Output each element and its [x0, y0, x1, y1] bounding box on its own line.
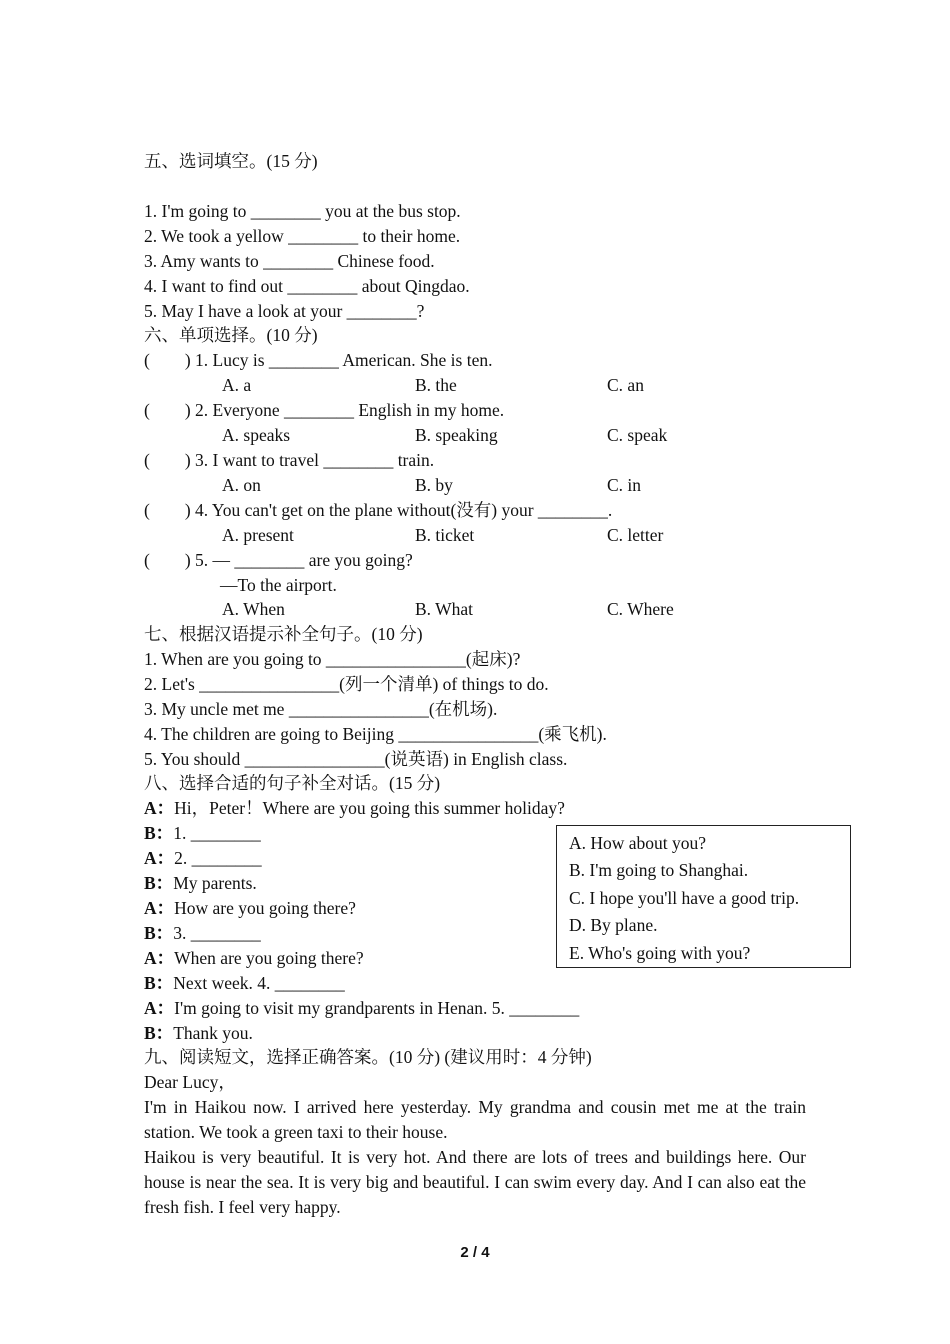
- option-c: C. I hope you'll have a good trip.: [569, 887, 800, 908]
- dialogue-text: My parents.: [173, 873, 257, 893]
- sec6-q5-stem: ( ) 5. — ________ are you going?: [144, 550, 413, 570]
- sec6-q4-option-a: A. present: [222, 525, 294, 545]
- sec5-item-1: 1. I'm going to ________ you at the bus stop.: [144, 201, 461, 221]
- speaker-label: B：: [144, 923, 174, 943]
- sec7-item-2: 2. Let's ________________(列一个清单) of things to do.: [144, 674, 549, 694]
- option-e: E. Who's going with you?: [569, 942, 751, 963]
- dialogue-text: How are you going there?: [174, 898, 356, 918]
- sec6-q1-option-c: C. an: [607, 375, 644, 395]
- sec6-q5-option-c: C. Where: [607, 599, 674, 619]
- section-9-title: 九、阅读短文，选择正确答案。(10 分) (建议用时：4 分钟): [144, 1047, 592, 1067]
- sec5-item-2: 2. We took a yellow ________ to their home.: [144, 226, 461, 246]
- dialogue-line: [144, 971, 345, 995]
- sec5-item-3: 3. Amy wants to ________ Chinese food.: [144, 251, 435, 271]
- sec6-q3-option-c: C. in: [607, 475, 642, 495]
- dialogue-text: Next week. 4. ________: [173, 973, 345, 993]
- sec6-q1-option-b: B. the: [415, 375, 457, 395]
- reading-paragraph-1: I'm in Haikou now. I arrived here yesterday. My grandma and cousin met me at the train station. We took a green taxi to their house.: [144, 1097, 806, 1142]
- sec6-q2-option-a: A. speaks: [222, 425, 291, 445]
- dialogue-text: Thank you.: [173, 1023, 253, 1043]
- option-d: D. By plane.: [569, 915, 658, 936]
- dialogue-text: I'm going to visit my grandparents in Henan. 5. ________: [174, 998, 580, 1018]
- sec7-item-4: 4. The children are going to Beijing ________________(乘飞机).: [144, 724, 607, 744]
- dialogue-text: When are you going there?: [174, 948, 364, 968]
- speaker-label: B：: [144, 1023, 174, 1043]
- dialogue-text: Hi，Peter！Where are you going this summer holiday?: [174, 798, 565, 818]
- speaker-label: A：: [144, 798, 175, 818]
- option-b: B. I'm going to Shanghai.: [569, 860, 749, 881]
- sec6-q2-option-b: B. speaking: [415, 425, 498, 445]
- section-7-title: 七、根据汉语提示补全句子。(10 分): [144, 624, 423, 644]
- sec6-q3-stem: ( ) 3. I want to travel ________ train.: [144, 450, 435, 470]
- reading-paragraph-2: Haikou is very beautiful. It is very hot. And there are lots of trees and buildings here. Our house is near the sea. It is very big and beautiful. I can swim every day. And I can also eat the fresh fish. I feel very happy.: [144, 1147, 806, 1217]
- sec6-q4-stem: ( ) 4. You can't get on the plane without(没有) your ________.: [144, 500, 613, 520]
- dialogue-line: [144, 871, 257, 895]
- sec6-q1-option-a: A. a: [222, 375, 252, 395]
- option-a: A. How about you?: [569, 833, 707, 853]
- speaker-label: A：: [144, 898, 175, 918]
- sec6-q1-stem: ( ) 1. Lucy is ________ American. She is ten.: [144, 350, 493, 370]
- dialogue-text: 2. ________: [174, 848, 262, 868]
- section-8-title: 八、选择合适的句子补全对话。(15 分): [144, 773, 441, 793]
- dialogue-line: [144, 796, 565, 820]
- sec6-q4-option-b: B. ticket: [415, 525, 475, 545]
- sec6-q5-option-b: B. What: [415, 599, 474, 619]
- sec6-q2-option-c: C. speak: [607, 425, 668, 445]
- section-5-title: 五、选词填空。(15 分): [144, 151, 318, 171]
- sec7-item-3: 3. My uncle met me ________________(在机场).: [144, 699, 498, 719]
- options-box: [556, 825, 851, 968]
- letter-greeting: Dear Lucy，: [144, 1072, 236, 1092]
- dialogue-line: [144, 921, 261, 945]
- sec6-q4-option-c: C. letter: [607, 525, 664, 545]
- dialogue-line: [144, 996, 579, 1020]
- speaker-label: A：: [144, 848, 175, 868]
- sec6-q5-option-a: A. When: [222, 599, 285, 619]
- section-6-title: 六、单项选择。(10 分): [144, 325, 318, 345]
- speaker-label: B：: [144, 973, 174, 993]
- speaker-label: B：: [144, 823, 174, 843]
- dialogue-text: 3. ________: [173, 923, 261, 943]
- dialogue-line: [144, 821, 261, 845]
- sec6-q3-option-b: B. by: [415, 475, 453, 495]
- speaker-label: A：: [144, 948, 175, 968]
- sec5-item-4: 4. I want to find out ________ about Qingdao.: [144, 276, 470, 296]
- sec7-item-1: 1. When are you going to ________________(起床)?: [144, 649, 521, 669]
- dialogue-text: 1. ________: [173, 823, 261, 843]
- page-number: 2 / 4: [460, 1244, 490, 1261]
- dialogue-line: [144, 846, 262, 870]
- dialogue-line: [144, 946, 364, 970]
- sec5-item-5: 5. May I have a look at your ________?: [144, 301, 425, 321]
- sec7-item-5: 5. You should ________________(说英语) in English class.: [144, 749, 568, 769]
- speaker-label: B：: [144, 873, 174, 893]
- dialogue-line: [144, 896, 356, 920]
- speaker-label: A：: [144, 998, 175, 1018]
- sec6-q3-option-a: A. on: [222, 475, 261, 495]
- sec6-q2-stem: ( ) 2. Everyone ________ English in my home.: [144, 400, 505, 420]
- sec6-q5-reply: —To the airport.: [220, 575, 337, 595]
- dialogue-line: [144, 1021, 253, 1045]
